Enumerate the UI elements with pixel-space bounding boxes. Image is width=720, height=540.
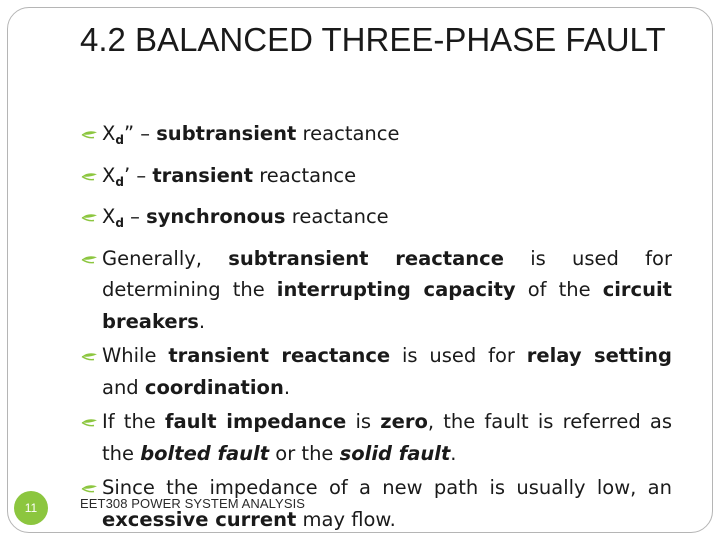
bullet-item [80,160,672,198]
bullet-arrow-icon [80,201,102,232]
bullet-text-segment: circuit breakers [102,278,672,333]
bullet-text-segment: fault impedance [165,410,347,433]
bullet-text-segment: While [102,344,169,367]
bullet-text-segment: zero [380,410,428,433]
slide-title: 4.2 BALANCED THREE-PHASE FAULT [80,21,666,58]
bullet-text-segment: transient [152,163,254,187]
bullet-text-segment: synchronous [146,205,286,228]
bullet-item [80,118,672,156]
bullet-text-segment: is used for [390,344,527,367]
bullet-text-segment: X [102,163,116,187]
bullet-text-segment: d [115,174,124,189]
bullet-text-segment: . [198,309,206,333]
bullet-text-segment: coordination [144,375,284,399]
bullet-arrow-icon [80,406,102,437]
bullet-text-segment: reactance [296,122,400,145]
bullet-text-segment: is [346,410,381,433]
bullet-text-segment: If the [102,410,165,433]
page-number-badge [14,491,48,525]
page-number: 11 [24,501,38,515]
bullet-text-segment: d [115,216,124,230]
bullet-text-segment: subtransient reactance [228,246,504,270]
bullet-text-segment: ’ – [123,163,153,187]
bullet-text-segment: d [115,133,124,147]
bullet-text-segment: bolted fault [140,441,270,465]
bullet-item [80,340,672,403]
bullet-text-segment: or the [269,441,340,465]
bullet-item [80,243,672,338]
bullet-text-segment: X [102,205,116,228]
footer-text: EET308 POWER SYSTEM ANALYSIS [80,496,306,511]
bullet-text-segment: . [283,375,291,399]
bullet-text-segment: Since the impedance of a new path is usually low, an [102,476,672,499]
bullet-text-segment: interrupting capacity [276,278,516,301]
bullet-arrow-icon [80,243,102,274]
bullet-text-segment: of the [515,278,603,301]
bullet-text-segment: transient reactance [168,344,391,367]
bullet-text-segment: is used for determining the [102,246,672,301]
bullet-text-segment: and [102,375,145,399]
bullet-text-segment: relay setting [526,344,673,367]
bullet-text-segment: – [123,205,147,228]
bullet-text-segment: reactance [253,163,357,187]
bullet-item [80,406,672,469]
bullet-item [80,201,672,239]
bullet-text-segment: solid fault [339,441,451,465]
bullet-text-segment: may flow. [296,507,396,531]
bullet-list [80,118,672,538]
bullet-text-segment: ” – [123,122,157,145]
bullet-text-segment: X [102,122,116,145]
bullet-text-segment: Generally, [102,246,229,270]
bullet-arrow-icon [80,160,102,191]
bullet-text-segment: , the fault is referred as the [102,410,672,465]
bullet-text-segment: reactance [285,205,389,228]
bullet-text-segment: excessive current [102,507,297,531]
bullet-text-segment: . [450,441,457,465]
bullet-arrow-icon [80,118,102,149]
bullet-text-segment: subtransient [156,122,297,145]
bullet-arrow-icon [80,340,102,371]
